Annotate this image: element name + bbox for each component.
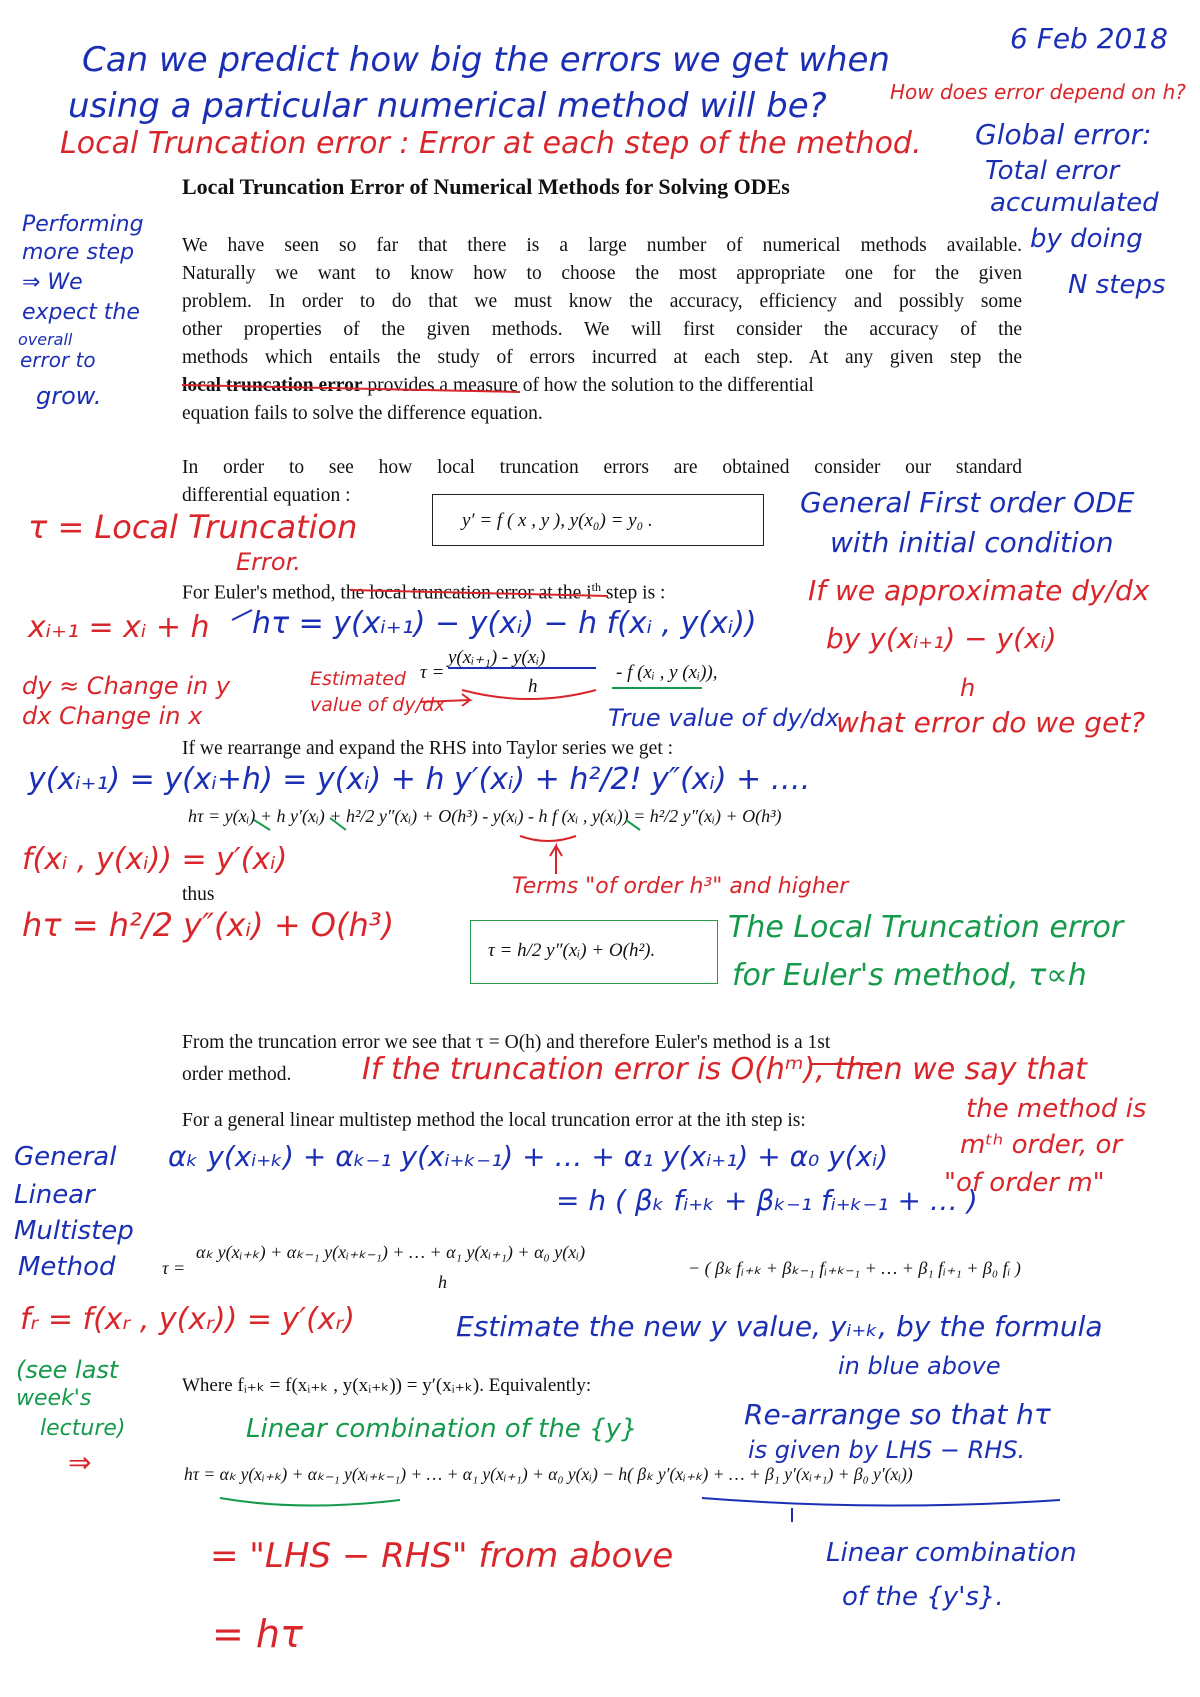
brace-linear-comb-right <box>702 1498 1060 1506</box>
left-note-3: ⇒ We <box>22 270 83 295</box>
see-last-2: week's <box>16 1386 92 1411</box>
lmm-tau-numerator: αₖ y(xᵢ₊ₖ) + αₖ₋₁ y(xᵢ₊ₖ₋₁) + … + α₁ y(xᵢ₊₁) + α₀ y(xᵢ) <box>196 1242 586 1262</box>
estimate-note-1: Estimate the new y value, yᵢ₊ₖ, by the formula <box>456 1310 1103 1343</box>
lmm-hw-line-1: αₖ y(xᵢ₊ₖ) + αₖ₋₁ y(xᵢ₊ₖ₋₁) + … + α₁ y(xᵢ₊₁) + α₀ y(xᵢ) <box>168 1140 889 1173</box>
lin-comb-bottom-2: of the {y's}. <box>842 1582 1004 1612</box>
true-value-note: True value of dy/dx <box>608 704 840 732</box>
order-note-2: the method is <box>966 1094 1147 1124</box>
taylor-hw: y(xᵢ₊₁) = y(xᵢ+h) = y(xᵢ) + h y′(xᵢ) + h²/2! y″(xᵢ) + …. <box>28 762 811 797</box>
tau-def-1: τ = Local Truncation <box>28 508 358 546</box>
page-title: Local Truncation Error of Numerical Methods for Solving ODEs <box>182 174 790 199</box>
lmm-label-4: Method <box>18 1252 116 1282</box>
question-line-1: Can we predict how big the errors we get when <box>82 40 890 80</box>
from-trunc-line-2: order method. <box>182 1064 292 1085</box>
approx-note-1: If we approximate dy/dx <box>808 574 1150 607</box>
left-note-6: error to <box>20 348 96 372</box>
global-error-line-3: accumulated <box>990 188 1159 218</box>
h-tau-stroke <box>232 610 252 620</box>
euler-intro-tail: step is : <box>600 582 666 604</box>
brace-higher-terms <box>520 836 576 841</box>
dydx-note-1: dy ≈ Change in y <box>22 672 231 700</box>
question-line-2: using a particular numerical method will be? <box>68 86 827 126</box>
euler-intro-text: For Euler's method, the local truncation error at the i <box>182 582 592 604</box>
underline-lte-red <box>182 385 520 392</box>
left-note-4: expect the <box>22 300 140 325</box>
consider-line-1: In order to see how local truncation errors are obtained consider our standard <box>182 457 1022 478</box>
approx-note-3: h <box>960 674 976 702</box>
see-last-arrow: ⇒ <box>68 1446 92 1479</box>
brace-linear-comb-left <box>220 1498 400 1506</box>
intro-bold-term: local truncation error <box>182 375 363 396</box>
arrow-terms <box>550 846 562 874</box>
tau-euler-lhs: τ = <box>420 662 445 683</box>
left-note-1: Performing <box>22 212 144 237</box>
estimated-note-2: value of dy/dx <box>310 694 446 716</box>
h-tau-lmm: hτ = αₖ y(xᵢ₊ₖ) + αₖ₋₁ y(xᵢ₊ₖ₋₁) + … + α₁ y(xᵢ₊₁) + α₀ y(xᵢ) − h( βₖ y′(xᵢ₊ₖ) + … + β₁ y′(xᵢ₊₁) + β₀ y′(xᵢ)) <box>184 1464 913 1484</box>
global-error-line-5: N steps <box>1068 270 1166 300</box>
lmm-label-3: Multistep <box>14 1216 134 1246</box>
dydx-note-2: dx Change in x <box>22 702 203 730</box>
lmm-tau-denominator: h <box>438 1272 447 1292</box>
lmm-label-2: Linear <box>14 1180 95 1210</box>
order-note-1: If the truncation error is O(hᵐ), then we say that <box>362 1052 1087 1087</box>
approx-note-2: by y(xᵢ₊₁) − y(xᵢ) <box>826 622 1057 655</box>
ode-note-2: with initial condition <box>830 526 1114 559</box>
left-note-5: overall <box>18 330 73 349</box>
lhs-rhs-note-1: = "LHS − RHS" from above <box>210 1536 674 1576</box>
tau-result: τ = h/2 y″(xᵢ) + O(h²). <box>488 940 656 961</box>
f-equals-note: f(xᵢ , y(xᵢ)) = y′(xᵢ) <box>22 842 288 877</box>
lmm-tau-rhs: − ( βₖ fᵢ₊ₖ + βₖ₋₁ fᵢ₊ₖ₋₁ + … + β₁ fᵢ₊₁ + β₀ fᵢ ) <box>688 1258 1021 1278</box>
intro-line: Naturally we want to know how to choose the most appropriate one for the given <box>182 263 1022 284</box>
lhs-rhs-note-2: = hτ <box>212 1612 303 1656</box>
taylor-printed: hτ = y(xᵢ) + h y′(xᵢ) + h²/2 y″(xᵢ) + O(h³) - y(xᵢ) - h f (xᵢ , y(xᵢ)) = h²/2 y″(xᵢ) + O(h³) <box>188 806 782 826</box>
see-last-1: (see last <box>16 1356 119 1384</box>
from-trunc-line-1: From the truncation error we see that τ = O(h) and therefore Euler's method is a 1st <box>182 1032 831 1053</box>
ode-note-1: General First order ODE <box>800 486 1135 519</box>
estimate-arrow <box>420 694 470 706</box>
lmm-tau-lhs: τ = <box>162 1258 186 1278</box>
order-note-3: mᵗʰ order, or <box>960 1130 1123 1160</box>
lin-comb-top: Linear combination of the {y} <box>246 1414 638 1444</box>
intro-line: We have seen so far that there is a large number of numerical methods available. <box>182 235 1022 256</box>
tau-euler-denominator: h <box>528 676 538 697</box>
estimate-note-2: in blue above <box>838 1352 1001 1380</box>
euler-lte-note-1: The Local Truncation error <box>728 910 1124 945</box>
intro-line: methods which entails the study of errors incurred at each step. At any given step the <box>182 347 1022 368</box>
euler-intro-sup: th <box>591 580 601 594</box>
lmm-hw-line-2: = h ( βₖ fᵢ₊ₖ + βₖ₋₁ fᵢ₊ₖ₋₁ + … ) <box>556 1184 978 1217</box>
intro-line: other properties of the given methods. We will first consider the accuracy of the <box>182 319 1022 340</box>
lin-comb-bottom-1: Linear combination <box>826 1538 1077 1568</box>
thus-word: thus <box>182 884 215 905</box>
global-error-line-1: Global error: <box>975 118 1152 151</box>
tau-euler-rhs: - f (xᵢ , y (xᵢ)), <box>616 662 718 683</box>
general-lmm-line: For a general linear multistep method the local truncation error at the ith step is: <box>182 1110 806 1131</box>
where-line: Where fᵢ₊ₖ = f(xᵢ₊ₖ , y(xᵢ₊ₖ)) = y′(xᵢ₊ₖ). Equivalently: <box>182 1375 592 1396</box>
ode-equation: y′ = f ( x , y ), y(x₀) = y₀ . <box>462 510 653 531</box>
h-tau-hw: hτ = h²/2 y″(xᵢ) + O(h³) <box>22 906 395 944</box>
what-error-note: what error do we get? <box>836 706 1146 739</box>
left-note-2: more step <box>22 240 135 265</box>
intro-line: problem. In order to do that we must know the accuracy, efficiency and possibly some <box>182 291 1022 312</box>
rearrange-note-2: is given by LHS − RHS. <box>748 1436 1026 1464</box>
rearrange-note-1: Re-arrange so that hτ <box>744 1398 1051 1431</box>
rearrange-line: If we rearrange and expand the RHS into Taylor series we get : <box>182 738 674 759</box>
consider-line-2: differential equation : <box>182 485 351 506</box>
lmm-label-1: General <box>14 1142 117 1172</box>
order-note-4: "of order m" <box>944 1168 1105 1198</box>
brace-estimate <box>462 690 596 699</box>
global-error-line-2: Total error <box>985 156 1120 186</box>
intro-line: provides a measure of how the solution to the differential <box>367 375 814 396</box>
estimated-note-1: Estimated <box>310 668 406 690</box>
cancel-strokes <box>254 818 640 830</box>
intro-line: equation fails to solve the difference equation. <box>182 403 543 424</box>
left-note-7: grow. <box>36 382 102 410</box>
error-depend-note: How does error depend on h? <box>890 80 1186 104</box>
f-r-note: fᵣ = f(xᵣ , y(xᵣ)) = y′(xᵣ) <box>20 1302 356 1337</box>
global-error-line-4: by doing <box>1030 224 1143 254</box>
h-tau-euler-hw: hτ = y(xᵢ₊₁) − y(xᵢ) − h f(xᵢ , y(xᵢ)) <box>252 606 757 641</box>
underline-euler-lte <box>350 590 608 596</box>
tau-def-2: Error. <box>236 548 301 576</box>
xi-step-note: xᵢ₊₁ = xᵢ + h <box>28 610 210 645</box>
date-note: 6 Feb 2018 <box>1010 22 1168 55</box>
euler-lte-note-2: for Euler's method, τ∝h <box>732 958 1087 993</box>
tau-euler-numerator: y(xᵢ₊₁) - y(xᵢ) <box>448 647 546 668</box>
see-last-3: lecture) <box>40 1416 126 1441</box>
local-te-note: Local Truncation error : Error at each step of the method. <box>60 126 922 161</box>
terms-note: Terms "of order h³" and higher <box>512 874 849 899</box>
